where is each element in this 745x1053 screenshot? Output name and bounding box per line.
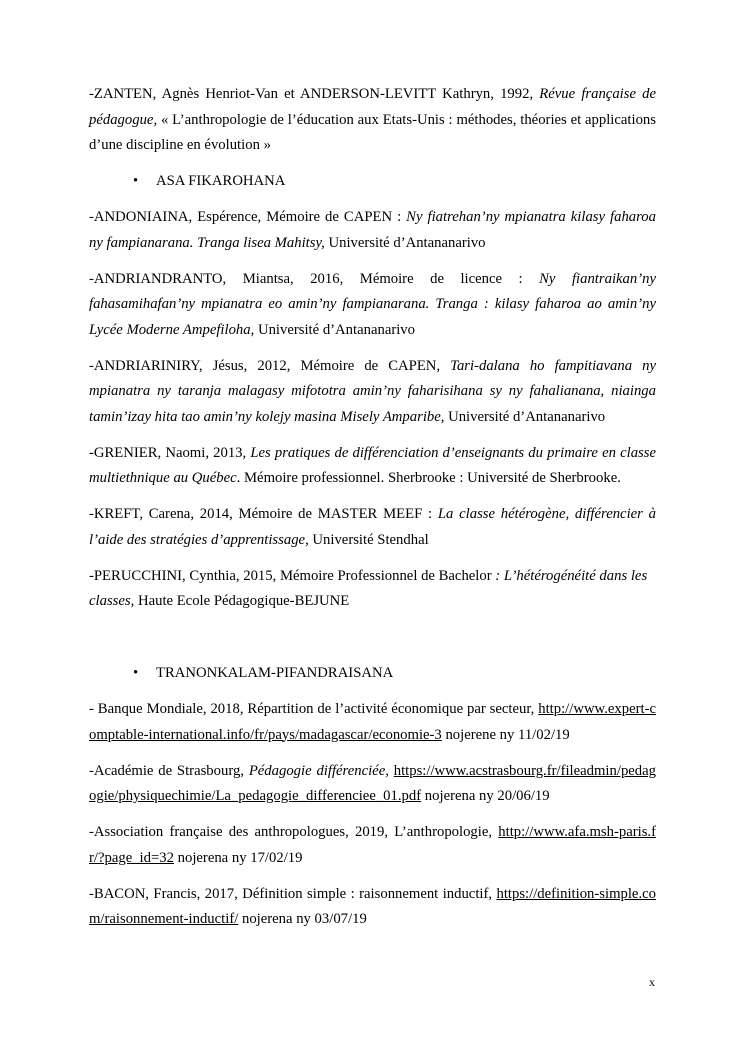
bib-entry: -GRENIER, Naomi, 2013, Les pratiques de différenciation d’enseignants du primaire en classe multiethnique au Québec. Mémoire professionnel. Sherbrooke : Université de Sherbrooke. <box>89 444 656 486</box>
bullet-icon: • <box>133 173 139 189</box>
web-link[interactable]: https://definition-simple.com/raisonnement-inductif/ <box>89 885 656 927</box>
web-entry: - Banque Mondiale, 2018, Répartition de l’activité économique par secteur, http://www.expert-comptable-international.info/fr/pays/madagascar/economie-3 nojerene ny 11/02/19 <box>89 701 656 743</box>
section-heading-label: TRANONKALAM-PIFANDRAISANA <box>156 665 394 681</box>
web-entry: -BACON, Francis, 2017, Définition simple : raisonnement inductif, https://definition-simple.com/raisonnement-inductif/ nojerena ny 03/07/19 <box>89 885 656 927</box>
bib-entry: -ANDRIANDRANTO, Miantsa, 2016, Mémoire de licence : Ny fiantraikan’ny fahasamihafan’ny mpianatra eo amin’ny fampianarana. Tranga : kilasy faharoa ao amin’ny Lycée Moderne Ampefiloha, Université d’Antananarivo <box>89 270 656 338</box>
web-entry: -Académie de Strasbourg, Pédagogie différenciée, https://www.acstrasbourg.fr/fileadmin/pedagogie/physiquechimie/La_pedagogie_differenciee_01.pdf nojerena ny 20/06/19 <box>89 762 657 804</box>
bib-entry-zanten: -ZANTEN, Agnès Henriot-Van et ANDERSON-LEVITT Kathryn, 1992, Révue française de pédagogue, « L’anthropologie de l’éducation aux Etats-Unis : méthodes, théories et applications d’une discipline en évolution » <box>89 86 656 153</box>
section-heading-tranonkalam <box>89 661 656 687</box>
web-link[interactable]: http://www.expert-comptable-international.info/fr/pays/madagascar/economie-3 <box>89 701 656 743</box>
section-heading-label: ASA FIKAROHANA <box>156 173 286 189</box>
bibliography-page <box>89 82 656 943</box>
bib-entry: -ANDRIARINIRY, Jésus, 2012, Mémoire de CAPEN, Tari-dalana ho fampitiavana ny mpianatra ny taranja malagasy mifototra amin’ny faharisihana sy ny fahalianana, niainga tamin’izay hita tao amin’ny kolejy masina Misely Amparibe, Université d’Antananarivo <box>89 357 656 425</box>
bib-entry: -PERUCCHINI, Cynthia, 2015, Mémoire Professionnel de Bachelor : L’hétérogénéité dans les classes, Haute Ecole Pédagogique-BEJUNE <box>89 567 648 609</box>
section-heading-asa-fikarohana <box>89 169 656 195</box>
page-number: x <box>649 975 655 989</box>
bib-entry: -ANDONIAINA, Espérence, Mémoire de CAPEN : Ny fiatrehan’ny mpianatra kilasy faharoa ny fampianarana. Tranga lisea Mahitsy, Université d’Antananarivo <box>89 209 656 251</box>
web-entry: -Association française des anthropologues, 2019, L’anthropologie, http://www.afa.msh-paris.fr/?page_id=32 nojerena ny 17/02/19 <box>89 824 656 866</box>
web-link[interactable]: http://www.afa.msh-paris.fr/?page_id=32 <box>89 824 656 866</box>
bullet-icon: • <box>133 665 139 681</box>
bib-entry: -KREFT, Carena, 2014, Mémoire de MASTER MEEF : La classe hétérogène, différencier à l’aide des stratégies d’apprentissage, Université Stendhal <box>89 506 656 548</box>
web-link[interactable]: https://www.acstrasbourg.fr/fileadmin/pedagogie/physiquechimie/La_pedagogie_differenciee_01.pdf <box>89 762 657 804</box>
